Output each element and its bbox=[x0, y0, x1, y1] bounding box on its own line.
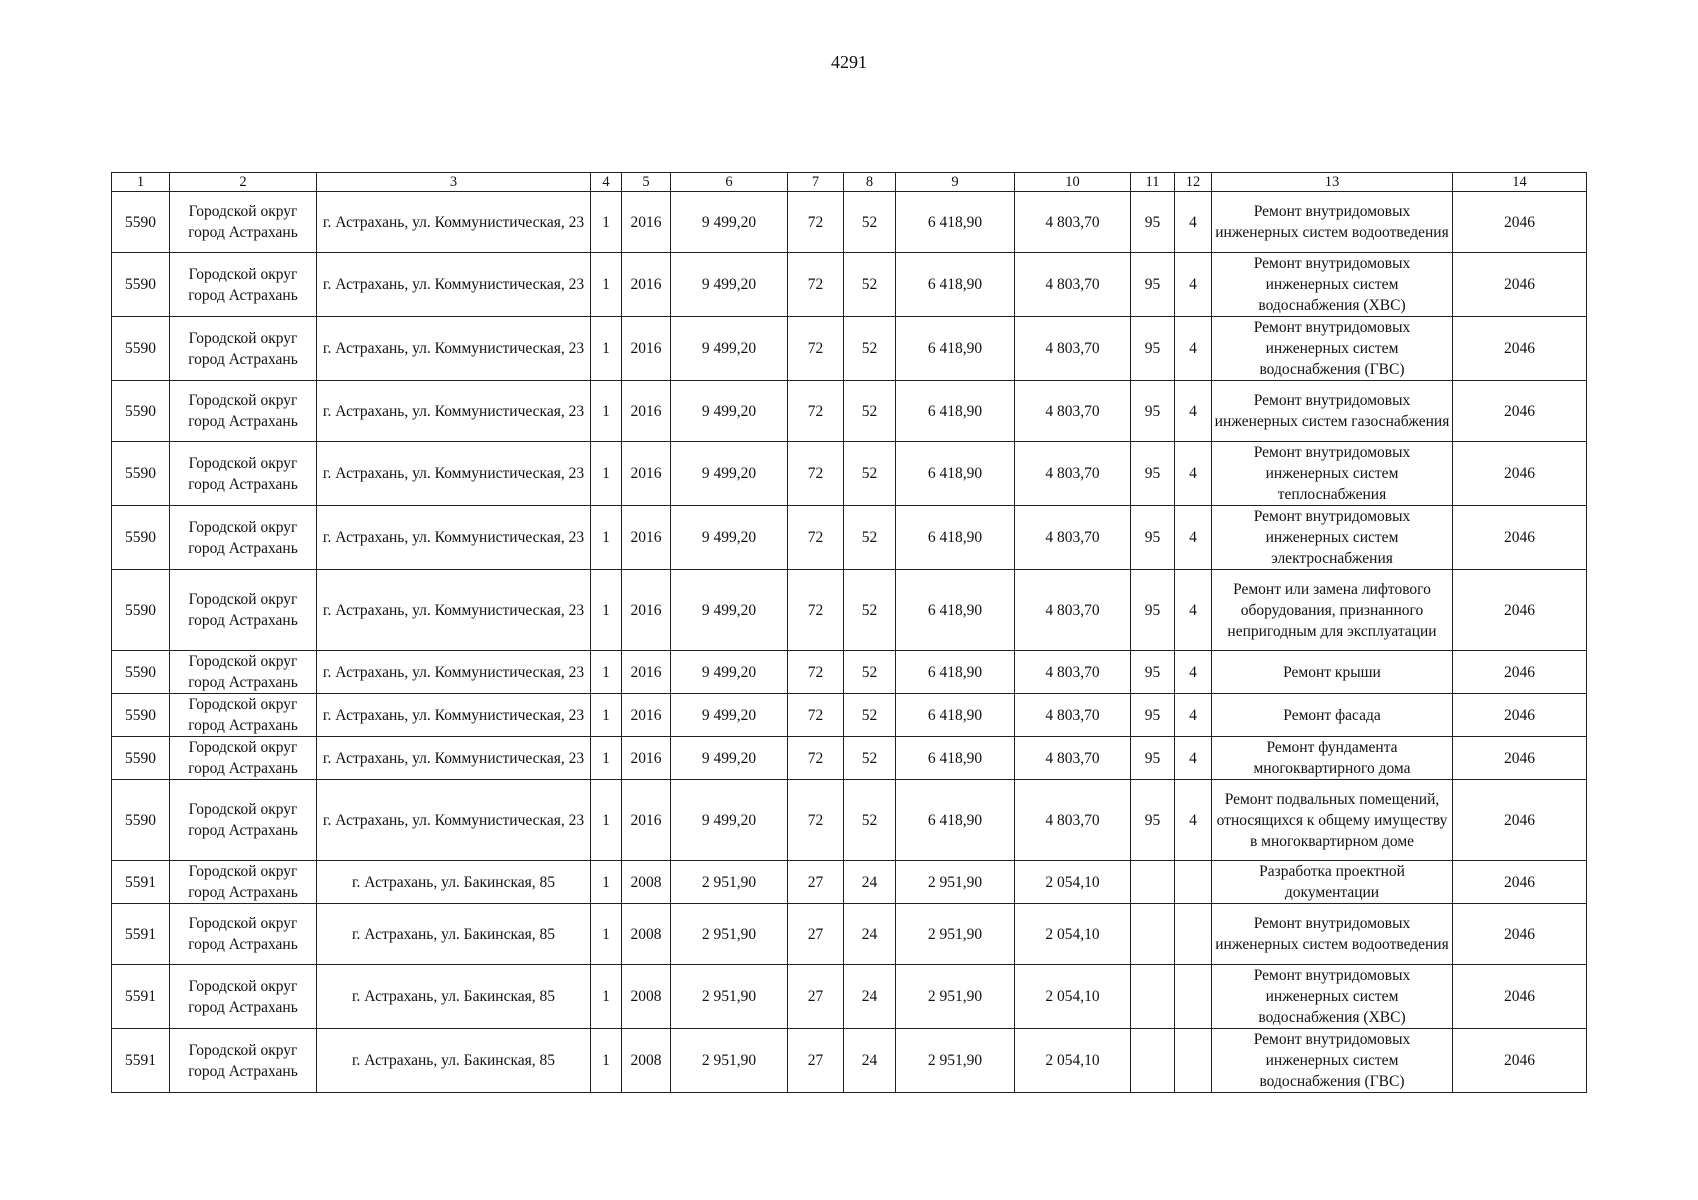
address-cell: г. Астрахань, ул. Коммунистическая, 23 bbox=[317, 381, 591, 442]
municipality-cell: Городской округ город Астрахань bbox=[170, 317, 317, 381]
col-7-cell: 72 bbox=[788, 192, 844, 253]
col-12-cell: 4 bbox=[1175, 694, 1212, 737]
col-6-cell: 9 499,20 bbox=[671, 381, 788, 442]
municipality-cell: Городской округ город Астрахань bbox=[170, 442, 317, 506]
column-header: 8 bbox=[844, 173, 896, 192]
municipality-cell: Городской округ город Астрахань bbox=[170, 651, 317, 694]
col-11-cell: 95 bbox=[1131, 570, 1175, 651]
column-header: 13 bbox=[1212, 173, 1453, 192]
work-type-cell: Ремонт внутридомовых инженерных систем водоотведения bbox=[1212, 904, 1453, 965]
col-10-cell: 4 803,70 bbox=[1015, 192, 1131, 253]
col-6-cell: 9 499,20 bbox=[671, 442, 788, 506]
col-8-cell: 52 bbox=[844, 651, 896, 694]
column-header: 10 bbox=[1015, 173, 1131, 192]
completion-year-cell: 2046 bbox=[1453, 253, 1587, 317]
table-row bbox=[112, 192, 1587, 253]
col-8-cell: 52 bbox=[844, 442, 896, 506]
col-9-cell: 6 418,90 bbox=[896, 317, 1015, 381]
col-10-cell: 4 803,70 bbox=[1015, 442, 1131, 506]
municipality-cell: Городской округ город Астрахань bbox=[170, 381, 317, 442]
col-4-cell: 1 bbox=[591, 694, 622, 737]
col-11-cell bbox=[1131, 904, 1175, 965]
col-7-cell: 27 bbox=[788, 1029, 844, 1093]
column-header: 1 bbox=[112, 173, 170, 192]
col-6-cell: 2 951,90 bbox=[671, 904, 788, 965]
work-type-cell: Ремонт внутридомовых инженерных систем газоснабжения bbox=[1212, 381, 1453, 442]
col-10-cell: 4 803,70 bbox=[1015, 317, 1131, 381]
col-7-cell: 27 bbox=[788, 904, 844, 965]
col-9-cell: 6 418,90 bbox=[896, 737, 1015, 780]
address-cell: г. Астрахань, ул. Бакинская, 85 bbox=[317, 1029, 591, 1093]
col-11-cell bbox=[1131, 1029, 1175, 1093]
col-4-cell: 1 bbox=[591, 1029, 622, 1093]
municipality-cell: Городской округ город Астрахань bbox=[170, 737, 317, 780]
table-row bbox=[112, 694, 1587, 737]
col-9-cell: 6 418,90 bbox=[896, 694, 1015, 737]
col-10-cell: 4 803,70 bbox=[1015, 506, 1131, 570]
col-6-cell: 9 499,20 bbox=[671, 737, 788, 780]
col-9-cell: 6 418,90 bbox=[896, 651, 1015, 694]
col-9-cell: 6 418,90 bbox=[896, 192, 1015, 253]
col-11-cell: 95 bbox=[1131, 381, 1175, 442]
column-header: 12 bbox=[1175, 173, 1212, 192]
table-row bbox=[112, 651, 1587, 694]
column-header: 2 bbox=[170, 173, 317, 192]
col-8-cell: 52 bbox=[844, 780, 896, 861]
table-row bbox=[112, 861, 1587, 904]
column-header: 11 bbox=[1131, 173, 1175, 192]
col-11-cell: 95 bbox=[1131, 192, 1175, 253]
municipality-cell: Городской округ город Астрахань bbox=[170, 861, 317, 904]
municipality-cell: Городской округ город Астрахань bbox=[170, 965, 317, 1029]
col-4-cell: 1 bbox=[591, 780, 622, 861]
col-7-cell: 72 bbox=[788, 651, 844, 694]
address-cell: г. Астрахань, ул. Коммунистическая, 23 bbox=[317, 694, 591, 737]
year-cell: 2008 bbox=[622, 1029, 671, 1093]
record-number-cell: 5590 bbox=[112, 737, 170, 780]
column-header: 5 bbox=[622, 173, 671, 192]
column-header: 14 bbox=[1453, 173, 1587, 192]
table-row bbox=[112, 965, 1587, 1029]
column-header: 7 bbox=[788, 173, 844, 192]
col-7-cell: 27 bbox=[788, 965, 844, 1029]
register-table bbox=[111, 172, 1587, 1093]
col-8-cell: 52 bbox=[844, 694, 896, 737]
municipality-cell: Городской округ город Астрахань bbox=[170, 253, 317, 317]
col-9-cell: 6 418,90 bbox=[896, 780, 1015, 861]
table-row bbox=[112, 253, 1587, 317]
work-type-cell: Ремонт внутридомовых инженерных систем водоснабжения (ГВС) bbox=[1212, 1029, 1453, 1093]
table-row bbox=[112, 780, 1587, 861]
col-9-cell: 2 951,90 bbox=[896, 904, 1015, 965]
col-9-cell: 2 951,90 bbox=[896, 965, 1015, 1029]
completion-year-cell: 2046 bbox=[1453, 780, 1587, 861]
address-cell: г. Астрахань, ул. Коммунистическая, 23 bbox=[317, 651, 591, 694]
column-header: 6 bbox=[671, 173, 788, 192]
year-cell: 2016 bbox=[622, 317, 671, 381]
year-cell: 2016 bbox=[622, 651, 671, 694]
work-type-cell: Ремонт внутридомовых инженерных систем теплоснабжения bbox=[1212, 442, 1453, 506]
col-7-cell: 72 bbox=[788, 381, 844, 442]
col-8-cell: 24 bbox=[844, 904, 896, 965]
col-6-cell: 9 499,20 bbox=[671, 506, 788, 570]
work-type-cell: Ремонт внутридомовых инженерных систем водоотведения bbox=[1212, 192, 1453, 253]
col-6-cell: 9 499,20 bbox=[671, 570, 788, 651]
col-8-cell: 24 bbox=[844, 861, 896, 904]
col-11-cell: 95 bbox=[1131, 651, 1175, 694]
table-row bbox=[112, 570, 1587, 651]
col-6-cell: 9 499,20 bbox=[671, 651, 788, 694]
col-4-cell: 1 bbox=[591, 904, 622, 965]
address-cell: г. Астрахань, ул. Коммунистическая, 23 bbox=[317, 570, 591, 651]
completion-year-cell: 2046 bbox=[1453, 317, 1587, 381]
col-7-cell: 72 bbox=[788, 570, 844, 651]
col-12-cell: 4 bbox=[1175, 506, 1212, 570]
work-type-cell: Ремонт внутридомовых инженерных систем водоснабжения (ХВС) bbox=[1212, 965, 1453, 1029]
col-9-cell: 6 418,90 bbox=[896, 253, 1015, 317]
col-10-cell: 4 803,70 bbox=[1015, 570, 1131, 651]
col-4-cell: 1 bbox=[591, 570, 622, 651]
year-cell: 2016 bbox=[622, 253, 671, 317]
column-header: 4 bbox=[591, 173, 622, 192]
address-cell: г. Астрахань, ул. Бакинская, 85 bbox=[317, 904, 591, 965]
municipality-cell: Городской округ город Астрахань bbox=[170, 1029, 317, 1093]
table-row bbox=[112, 506, 1587, 570]
col-11-cell bbox=[1131, 861, 1175, 904]
col-11-cell: 95 bbox=[1131, 780, 1175, 861]
col-10-cell: 4 803,70 bbox=[1015, 694, 1131, 737]
work-type-cell: Ремонт внутридомовых инженерных систем водоснабжения (ГВС) bbox=[1212, 317, 1453, 381]
col-4-cell: 1 bbox=[591, 861, 622, 904]
col-8-cell: 52 bbox=[844, 253, 896, 317]
col-9-cell: 2 951,90 bbox=[896, 1029, 1015, 1093]
col-10-cell: 2 054,10 bbox=[1015, 904, 1131, 965]
col-4-cell: 1 bbox=[591, 737, 622, 780]
completion-year-cell: 2046 bbox=[1453, 694, 1587, 737]
col-7-cell: 72 bbox=[788, 780, 844, 861]
col-11-cell bbox=[1131, 965, 1175, 1029]
col-11-cell: 95 bbox=[1131, 253, 1175, 317]
address-cell: г. Астрахань, ул. Коммунистическая, 23 bbox=[317, 737, 591, 780]
completion-year-cell: 2046 bbox=[1453, 651, 1587, 694]
col-7-cell: 72 bbox=[788, 506, 844, 570]
col-7-cell: 27 bbox=[788, 861, 844, 904]
record-number-cell: 5590 bbox=[112, 253, 170, 317]
col-11-cell: 95 bbox=[1131, 694, 1175, 737]
address-cell: г. Астрахань, ул. Коммунистическая, 23 bbox=[317, 253, 591, 317]
address-cell: г. Астрахань, ул. Коммунистическая, 23 bbox=[317, 192, 591, 253]
col-12-cell: 4 bbox=[1175, 780, 1212, 861]
record-number-cell: 5590 bbox=[112, 780, 170, 861]
completion-year-cell: 2046 bbox=[1453, 965, 1587, 1029]
work-type-cell: Ремонт или замена лифтового оборудования, признанного непригодным для эксплуатации bbox=[1212, 570, 1453, 651]
address-cell: г. Астрахань, ул. Коммунистическая, 23 bbox=[317, 442, 591, 506]
municipality-cell: Городской округ город Астрахань bbox=[170, 694, 317, 737]
work-type-cell: Ремонт внутридомовых инженерных систем электроснабжения bbox=[1212, 506, 1453, 570]
work-type-cell: Ремонт подвальных помещений, относящихся к общему имуществу в многоквартирном доме bbox=[1212, 780, 1453, 861]
col-7-cell: 72 bbox=[788, 694, 844, 737]
record-number-cell: 5590 bbox=[112, 651, 170, 694]
col-12-cell: 4 bbox=[1175, 192, 1212, 253]
col-8-cell: 52 bbox=[844, 381, 896, 442]
col-6-cell: 9 499,20 bbox=[671, 192, 788, 253]
table-row bbox=[112, 442, 1587, 506]
col-11-cell: 95 bbox=[1131, 317, 1175, 381]
address-cell: г. Астрахань, ул. Бакинская, 85 bbox=[317, 861, 591, 904]
col-8-cell: 52 bbox=[844, 570, 896, 651]
col-9-cell: 6 418,90 bbox=[896, 570, 1015, 651]
col-8-cell: 52 bbox=[844, 192, 896, 253]
work-type-cell: Ремонт фасада bbox=[1212, 694, 1453, 737]
col-12-cell bbox=[1175, 861, 1212, 904]
col-4-cell: 1 bbox=[591, 965, 622, 1029]
col-12-cell: 4 bbox=[1175, 651, 1212, 694]
col-6-cell: 2 951,90 bbox=[671, 965, 788, 1029]
year-cell: 2016 bbox=[622, 780, 671, 861]
col-12-cell: 4 bbox=[1175, 253, 1212, 317]
col-4-cell: 1 bbox=[591, 442, 622, 506]
col-12-cell: 4 bbox=[1175, 737, 1212, 780]
col-7-cell: 72 bbox=[788, 442, 844, 506]
record-number-cell: 5590 bbox=[112, 694, 170, 737]
work-type-cell: Ремонт фундамента многоквартирного дома bbox=[1212, 737, 1453, 780]
column-header: 9 bbox=[896, 173, 1015, 192]
year-cell: 2016 bbox=[622, 694, 671, 737]
col-8-cell: 52 bbox=[844, 737, 896, 780]
col-10-cell: 2 054,10 bbox=[1015, 861, 1131, 904]
column-header: 3 bbox=[317, 173, 591, 192]
address-cell: г. Астрахань, ул. Коммунистическая, 23 bbox=[317, 780, 591, 861]
col-11-cell: 95 bbox=[1131, 506, 1175, 570]
col-6-cell: 9 499,20 bbox=[671, 780, 788, 861]
col-4-cell: 1 bbox=[591, 381, 622, 442]
col-8-cell: 52 bbox=[844, 317, 896, 381]
col-12-cell bbox=[1175, 965, 1212, 1029]
col-6-cell: 9 499,20 bbox=[671, 694, 788, 737]
col-10-cell: 4 803,70 bbox=[1015, 737, 1131, 780]
col-11-cell: 95 bbox=[1131, 737, 1175, 780]
address-cell: г. Астрахань, ул. Коммунистическая, 23 bbox=[317, 506, 591, 570]
completion-year-cell: 2046 bbox=[1453, 904, 1587, 965]
completion-year-cell: 2046 bbox=[1453, 570, 1587, 651]
col-9-cell: 6 418,90 bbox=[896, 506, 1015, 570]
col-8-cell: 24 bbox=[844, 965, 896, 1029]
col-6-cell: 2 951,90 bbox=[671, 861, 788, 904]
completion-year-cell: 2046 bbox=[1453, 1029, 1587, 1093]
record-number-cell: 5590 bbox=[112, 192, 170, 253]
year-cell: 2008 bbox=[622, 965, 671, 1029]
col-4-cell: 1 bbox=[591, 651, 622, 694]
col-10-cell: 2 054,10 bbox=[1015, 1029, 1131, 1093]
col-10-cell: 4 803,70 bbox=[1015, 651, 1131, 694]
year-cell: 2016 bbox=[622, 737, 671, 780]
municipality-cell: Городской округ город Астрахань bbox=[170, 780, 317, 861]
col-6-cell: 9 499,20 bbox=[671, 317, 788, 381]
record-number-cell: 5591 bbox=[112, 965, 170, 1029]
year-cell: 2008 bbox=[622, 861, 671, 904]
col-9-cell: 6 418,90 bbox=[896, 442, 1015, 506]
record-number-cell: 5590 bbox=[112, 506, 170, 570]
municipality-cell: Городской округ город Астрахань bbox=[170, 506, 317, 570]
header-row bbox=[112, 173, 1587, 192]
year-cell: 2008 bbox=[622, 904, 671, 965]
col-7-cell: 72 bbox=[788, 253, 844, 317]
address-cell: г. Астрахань, ул. Бакинская, 85 bbox=[317, 965, 591, 1029]
year-cell: 2016 bbox=[622, 570, 671, 651]
col-10-cell: 4 803,70 bbox=[1015, 780, 1131, 861]
year-cell: 2016 bbox=[622, 506, 671, 570]
year-cell: 2016 bbox=[622, 381, 671, 442]
col-8-cell: 52 bbox=[844, 506, 896, 570]
completion-year-cell: 2046 bbox=[1453, 381, 1587, 442]
table-row bbox=[112, 737, 1587, 780]
col-6-cell: 2 951,90 bbox=[671, 1029, 788, 1093]
table-row bbox=[112, 1029, 1587, 1093]
year-cell: 2016 bbox=[622, 442, 671, 506]
table-body bbox=[112, 192, 1587, 1093]
col-12-cell: 4 bbox=[1175, 442, 1212, 506]
completion-year-cell: 2046 bbox=[1453, 442, 1587, 506]
completion-year-cell: 2046 bbox=[1453, 506, 1587, 570]
record-number-cell: 5591 bbox=[112, 1029, 170, 1093]
record-number-cell: 5591 bbox=[112, 904, 170, 965]
col-4-cell: 1 bbox=[591, 192, 622, 253]
col-9-cell: 2 951,90 bbox=[896, 861, 1015, 904]
col-4-cell: 1 bbox=[591, 253, 622, 317]
page-number: 4291 bbox=[831, 52, 867, 72]
completion-year-cell: 2046 bbox=[1453, 192, 1587, 253]
table-row bbox=[112, 317, 1587, 381]
record-number-cell: 5590 bbox=[112, 442, 170, 506]
col-12-cell bbox=[1175, 1029, 1212, 1093]
col-10-cell: 4 803,70 bbox=[1015, 253, 1131, 317]
col-7-cell: 72 bbox=[788, 737, 844, 780]
col-7-cell: 72 bbox=[788, 317, 844, 381]
table-row bbox=[112, 904, 1587, 965]
col-12-cell: 4 bbox=[1175, 570, 1212, 651]
col-10-cell: 4 803,70 bbox=[1015, 381, 1131, 442]
work-type-cell: Ремонт внутридомовых инженерных систем водоснабжения (ХВС) bbox=[1212, 253, 1453, 317]
col-4-cell: 1 bbox=[591, 506, 622, 570]
address-cell: г. Астрахань, ул. Коммунистическая, 23 bbox=[317, 317, 591, 381]
record-number-cell: 5590 bbox=[112, 381, 170, 442]
col-12-cell bbox=[1175, 904, 1212, 965]
record-number-cell: 5590 bbox=[112, 570, 170, 651]
work-type-cell: Разработка проектной документации bbox=[1212, 861, 1453, 904]
completion-year-cell: 2046 bbox=[1453, 861, 1587, 904]
col-6-cell: 9 499,20 bbox=[671, 253, 788, 317]
municipality-cell: Городской округ город Астрахань bbox=[170, 192, 317, 253]
col-9-cell: 6 418,90 bbox=[896, 381, 1015, 442]
col-8-cell: 24 bbox=[844, 1029, 896, 1093]
col-12-cell: 4 bbox=[1175, 381, 1212, 442]
record-number-cell: 5590 bbox=[112, 317, 170, 381]
year-cell: 2016 bbox=[622, 192, 671, 253]
col-4-cell: 1 bbox=[591, 317, 622, 381]
completion-year-cell: 2046 bbox=[1453, 737, 1587, 780]
table-row bbox=[112, 381, 1587, 442]
work-type-cell: Ремонт крыши bbox=[1212, 651, 1453, 694]
col-12-cell: 4 bbox=[1175, 317, 1212, 381]
col-10-cell: 2 054,10 bbox=[1015, 965, 1131, 1029]
col-11-cell: 95 bbox=[1131, 442, 1175, 506]
record-number-cell: 5591 bbox=[112, 861, 170, 904]
municipality-cell: Городской округ город Астрахань bbox=[170, 570, 317, 651]
municipality-cell: Городской округ город Астрахань bbox=[170, 904, 317, 965]
